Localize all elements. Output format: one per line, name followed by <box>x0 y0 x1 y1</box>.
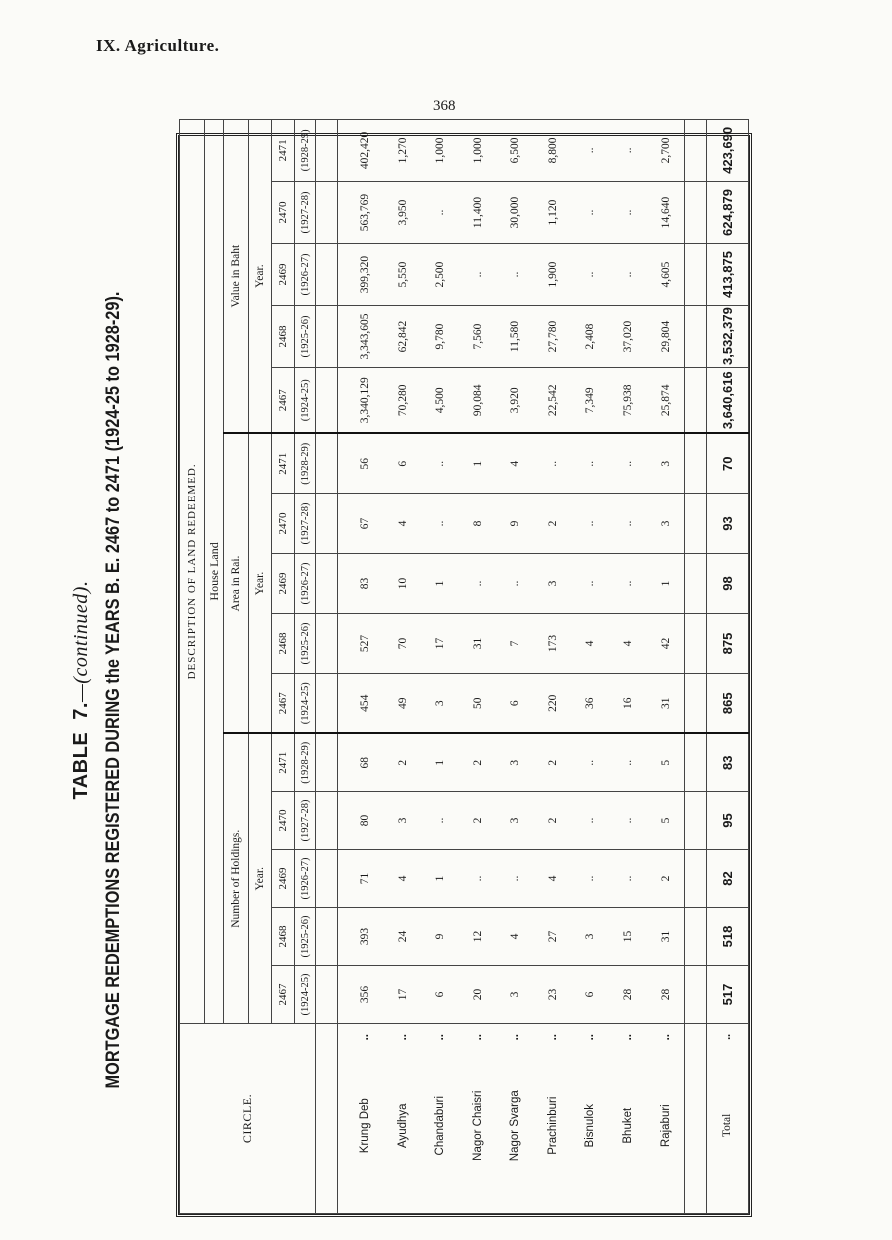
spacer-cell <box>685 119 707 181</box>
holdings-year-header: Year. <box>249 734 272 1024</box>
area-cell: 4 <box>497 434 535 494</box>
circle-name-text: Total <box>721 1113 734 1138</box>
leader-dots: .. <box>434 1034 447 1041</box>
value-year-2: 2469 <box>272 244 295 306</box>
value-cell: 3,340,129 <box>337 368 384 434</box>
value-cell: 399,320 <box>337 244 384 306</box>
area-cell: .. <box>609 494 647 554</box>
section-title: IX. Agriculture. <box>96 36 220 55</box>
area-period-0: (1924-25) <box>295 674 316 734</box>
value-cell: .. <box>497 244 535 306</box>
value-cell: 1,000 <box>459 119 497 181</box>
circle-name-text: Rajaburi <box>659 1104 672 1148</box>
holdings-cell: 71 <box>337 850 384 908</box>
holdings-cell: .. <box>609 850 647 908</box>
value-cell: .. <box>609 244 647 306</box>
value-cell: 1,000 <box>422 119 460 181</box>
value-cell: 2,700 <box>647 119 685 181</box>
circle-name-text: Nagor Chaisri <box>471 1090 484 1161</box>
value-cell: 413,875 <box>706 244 748 306</box>
holdings-header: Number of Holdings. <box>224 734 249 1024</box>
page-number: 368 <box>433 98 456 114</box>
circle-name-text: Bisnulok <box>584 1103 597 1148</box>
value-period-3: (1927-28) <box>295 182 316 244</box>
holdings-cell: 95 <box>706 792 748 850</box>
table-row <box>384 119 422 1213</box>
area-cell: .. <box>609 554 647 614</box>
table-subtitle: MORTGAGE REDEMPTIONS REGISTERED DURING the YEARS B. E. 2467 to 2471 (1924-25 to 1928-29). <box>103 291 124 1089</box>
value-cell: 6,500 <box>497 119 535 181</box>
spacer-cell <box>685 908 707 966</box>
value-cell: 563,769 <box>337 182 384 244</box>
spacer-row <box>685 119 707 1213</box>
spacer-cell <box>316 554 338 614</box>
holdings-cell: 2 <box>459 792 497 850</box>
table-row <box>609 119 647 1213</box>
area-cell: 17 <box>422 614 460 674</box>
area-cell: 1 <box>422 554 460 614</box>
holdings-period-0: (1924-25) <box>295 966 316 1024</box>
area-year-1: 2468 <box>272 614 295 674</box>
holdings-cell: 28 <box>609 966 647 1024</box>
spacer-cell <box>685 1024 707 1214</box>
spacer-cell <box>316 1024 338 1214</box>
holdings-cell: 3 <box>572 908 610 966</box>
holdings-cell: .. <box>609 792 647 850</box>
circle-name-text: Chandaburi <box>434 1095 447 1156</box>
area-cell: 2 <box>534 494 572 554</box>
value-cell: 4,500 <box>422 368 460 434</box>
holdings-cell: 27 <box>534 908 572 966</box>
value-cell: 2,408 <box>572 306 610 368</box>
circle-header: CIRCLE. <box>180 1024 316 1214</box>
spacer-cell <box>316 119 338 181</box>
area-cell: 4 <box>384 494 422 554</box>
holdings-cell: .. <box>572 792 610 850</box>
holdings-year-0: 2467 <box>272 966 295 1024</box>
holdings-year-3: 2470 <box>272 792 295 850</box>
holdings-cell: 15 <box>609 908 647 966</box>
table-row <box>497 119 535 1213</box>
table-heading <box>70 140 125 1240</box>
area-cell: .. <box>422 434 460 494</box>
area-cell: 3 <box>422 674 460 734</box>
area-year-header: Year. <box>249 434 272 734</box>
holdings-cell: 17 <box>384 966 422 1024</box>
value-year-0: 2467 <box>272 368 295 434</box>
holdings-cell: 31 <box>647 908 685 966</box>
total-row <box>706 119 748 1213</box>
spacer-cell <box>685 734 707 792</box>
holdings-cell: .. <box>422 792 460 850</box>
area-period-2: (1926-27) <box>295 554 316 614</box>
area-cell: 3 <box>534 554 572 614</box>
area-cell: 50 <box>459 674 497 734</box>
holdings-cell: 68 <box>337 734 384 792</box>
area-cell: 9 <box>497 494 535 554</box>
holdings-year-2: 2469 <box>272 850 295 908</box>
holdings-year-4: 2471 <box>272 734 295 792</box>
value-cell: .. <box>422 182 460 244</box>
table-row <box>459 119 497 1213</box>
holdings-cell: .. <box>572 850 610 908</box>
leader-dots: .. <box>358 1034 371 1041</box>
area-cell: 36 <box>572 674 610 734</box>
holdings-cell: 2 <box>459 734 497 792</box>
area-cell: 93 <box>706 494 748 554</box>
value-header: Value in Baht <box>224 119 249 433</box>
holdings-cell: 9 <box>422 908 460 966</box>
holdings-cell: 517 <box>706 966 748 1024</box>
leader-dots: .. <box>471 1034 484 1041</box>
mortgage-table <box>179 119 749 1214</box>
holdings-cell: 23 <box>534 966 572 1024</box>
area-cell: 865 <box>706 674 748 734</box>
value-period-2: (1926-27) <box>295 244 316 306</box>
value-cell: 624,879 <box>706 182 748 244</box>
table-number: 7. <box>70 702 92 720</box>
holdings-cell: 80 <box>337 792 384 850</box>
area-cell: .. <box>422 494 460 554</box>
spacer-cell <box>316 614 338 674</box>
holdings-cell: 28 <box>647 966 685 1024</box>
value-cell: .. <box>609 182 647 244</box>
spacer-cell <box>685 850 707 908</box>
area-period-3: (1927-28) <box>295 494 316 554</box>
area-cell: 70 <box>384 614 422 674</box>
circle-name-text: Bhuket <box>621 1107 634 1144</box>
value-period-4: (1928-29) <box>295 119 316 181</box>
holdings-cell: 3 <box>497 792 535 850</box>
area-cell: .. <box>459 554 497 614</box>
area-cell: 67 <box>337 494 384 554</box>
area-cell: 1 <box>647 554 685 614</box>
spacer-cell <box>316 792 338 850</box>
value-cell: 1,270 <box>384 119 422 181</box>
holdings-cell: 3 <box>497 966 535 1024</box>
area-cell: .. <box>572 494 610 554</box>
holdings-cell: 20 <box>459 966 497 1024</box>
holdings-year-1: 2468 <box>272 908 295 966</box>
holdings-cell: 24 <box>384 908 422 966</box>
value-cell: 29,804 <box>647 306 685 368</box>
holdings-period-3: (1927-28) <box>295 792 316 850</box>
spacer-cell <box>685 792 707 850</box>
area-cell: 49 <box>384 674 422 734</box>
value-cell: 37,020 <box>609 306 647 368</box>
spacer-cell <box>316 966 338 1024</box>
spacer-row <box>316 119 338 1213</box>
area-cell: .. <box>609 434 647 494</box>
leader-dots: .. <box>584 1034 597 1041</box>
holdings-cell: 2 <box>534 792 572 850</box>
area-cell: 10 <box>384 554 422 614</box>
holdings-cell: 6 <box>422 966 460 1024</box>
value-cell: 9,780 <box>422 306 460 368</box>
value-cell: 423,690 <box>706 119 748 181</box>
area-cell: 31 <box>647 674 685 734</box>
leader-dots: .. <box>509 1034 522 1041</box>
area-cell: 173 <box>534 614 572 674</box>
holdings-cell: .. <box>572 734 610 792</box>
value-cell: 1,120 <box>534 182 572 244</box>
holdings-cell: 4 <box>497 908 535 966</box>
table-row <box>572 119 610 1213</box>
holdings-cell: 2 <box>384 734 422 792</box>
area-cell: .. <box>534 434 572 494</box>
area-header: Area in Rai. <box>224 434 249 734</box>
value-cell: 14,640 <box>647 182 685 244</box>
value-year-3: 2470 <box>272 182 295 244</box>
area-cell: 3 <box>647 494 685 554</box>
spacer-cell <box>685 434 707 494</box>
area-year-2: 2469 <box>272 554 295 614</box>
holdings-cell: 4 <box>384 850 422 908</box>
area-year-0: 2467 <box>272 674 295 734</box>
circle-name <box>337 1024 384 1214</box>
area-cell: 875 <box>706 614 748 674</box>
spacer-cell <box>685 182 707 244</box>
value-cell: 62,842 <box>384 306 422 368</box>
holdings-cell: 6 <box>572 966 610 1024</box>
value-cell: 7,349 <box>572 368 610 434</box>
value-period-0: (1924-25) <box>295 368 316 434</box>
holdings-cell: .. <box>609 734 647 792</box>
holdings-cell: 5 <box>647 734 685 792</box>
area-cell: .. <box>572 434 610 494</box>
house-land-header: House Land <box>205 119 224 1023</box>
spacer-cell <box>316 368 338 434</box>
area-cell: 7 <box>497 614 535 674</box>
leader-dots: .. <box>546 1034 559 1041</box>
spacer-cell <box>685 966 707 1024</box>
circle-name <box>422 1024 460 1214</box>
holdings-period-2: (1926-27) <box>295 850 316 908</box>
area-year-3: 2470 <box>272 494 295 554</box>
table-row <box>422 119 460 1213</box>
holdings-cell: 1 <box>422 734 460 792</box>
spacer-cell <box>316 674 338 734</box>
spacer-cell <box>316 306 338 368</box>
value-year-4: 2471 <box>272 119 295 181</box>
value-cell: 1,900 <box>534 244 572 306</box>
spacer-cell <box>316 494 338 554</box>
holdings-cell: 518 <box>706 908 748 966</box>
holdings-cell: 1 <box>422 850 460 908</box>
spacer-cell <box>685 306 707 368</box>
value-cell: 402,420 <box>337 119 384 181</box>
circle-name-text: Ayudhya <box>396 1103 409 1148</box>
value-cell: 11,580 <box>497 306 535 368</box>
value-period-1: (1925-26) <box>295 306 316 368</box>
area-cell: 56 <box>337 434 384 494</box>
holdings-cell: .. <box>459 850 497 908</box>
table-title <box>70 140 93 1240</box>
area-year-4: 2471 <box>272 434 295 494</box>
holdings-cell: 12 <box>459 908 497 966</box>
total-label <box>706 1024 748 1214</box>
area-cell: 6 <box>384 434 422 494</box>
circle-name <box>384 1024 422 1214</box>
value-cell: 90,084 <box>459 368 497 434</box>
value-cell: 4,605 <box>647 244 685 306</box>
holdings-cell: 393 <box>337 908 384 966</box>
value-cell: 3,532,379 <box>706 306 748 368</box>
value-cell: 27,780 <box>534 306 572 368</box>
holdings-cell: 82 <box>706 850 748 908</box>
value-cell: .. <box>572 119 610 181</box>
area-cell: 4 <box>572 614 610 674</box>
value-year-header: Year. <box>249 119 272 433</box>
spacer-cell <box>685 494 707 554</box>
area-period-4: (1928-29) <box>295 434 316 494</box>
value-cell: .. <box>459 244 497 306</box>
value-cell: 7,560 <box>459 306 497 368</box>
area-cell: 220 <box>534 674 572 734</box>
holdings-cell: 3 <box>384 792 422 850</box>
area-cell: 4 <box>609 614 647 674</box>
leader-dots: .. <box>396 1034 409 1041</box>
area-cell: 16 <box>609 674 647 734</box>
holdings-cell: 356 <box>337 966 384 1024</box>
holdings-cell: .. <box>497 850 535 908</box>
spacer-cell <box>316 434 338 494</box>
circle-name <box>572 1024 610 1214</box>
area-cell: .. <box>572 554 610 614</box>
value-cell: .. <box>609 119 647 181</box>
value-cell: 5,550 <box>384 244 422 306</box>
circle-name <box>609 1024 647 1214</box>
area-cell: 83 <box>337 554 384 614</box>
holdings-period-1: (1925-26) <box>295 908 316 966</box>
area-cell: 8 <box>459 494 497 554</box>
holdings-cell: 83 <box>706 734 748 792</box>
holdings-cell: 2 <box>534 734 572 792</box>
value-cell: .. <box>572 244 610 306</box>
value-cell: 3,343,605 <box>337 306 384 368</box>
spacer-cell <box>316 734 338 792</box>
area-cell: 1 <box>459 434 497 494</box>
spacer-cell <box>316 908 338 966</box>
value-cell: 3,640,616 <box>706 368 748 434</box>
area-cell: .. <box>497 554 535 614</box>
table-row <box>647 119 685 1213</box>
value-cell: 8,800 <box>534 119 572 181</box>
table-continued: —(continued). <box>70 580 92 702</box>
circle-name-text: Krung Deb <box>358 1098 371 1154</box>
holdings-cell: 3 <box>497 734 535 792</box>
table-row <box>534 119 572 1213</box>
leader-dots: .. <box>621 1034 634 1041</box>
value-cell: 3,920 <box>497 368 535 434</box>
circle-name-text: Nagor Svarga <box>509 1090 522 1162</box>
area-cell: 42 <box>647 614 685 674</box>
leader-dots: .. <box>659 1034 672 1041</box>
value-cell: 25,874 <box>647 368 685 434</box>
area-cell: 70 <box>706 434 748 494</box>
area-cell: 6 <box>497 674 535 734</box>
description-header: DESCRIPTION OF LAND REDEEMED. <box>180 119 205 1023</box>
area-cell: 98 <box>706 554 748 614</box>
area-period-1: (1925-26) <box>295 614 316 674</box>
holdings-cell: 5 <box>647 792 685 850</box>
table-row <box>337 119 384 1213</box>
spacer-cell <box>316 182 338 244</box>
circle-name <box>497 1024 535 1214</box>
spacer-cell <box>685 674 707 734</box>
leader-dots: .. <box>721 1034 734 1040</box>
value-cell: 2,500 <box>422 244 460 306</box>
mortgage-table-frame <box>176 126 752 1217</box>
spacer-cell <box>685 244 707 306</box>
value-year-1: 2468 <box>272 306 295 368</box>
value-cell: 11,400 <box>459 182 497 244</box>
spacer-cell <box>685 614 707 674</box>
holdings-cell: 4 <box>534 850 572 908</box>
circle-name <box>459 1024 497 1214</box>
area-cell: 3 <box>647 434 685 494</box>
value-cell: 22,542 <box>534 368 572 434</box>
circle-name <box>647 1024 685 1214</box>
circle-name-text: Prachinburi <box>546 1096 559 1155</box>
circle-name <box>534 1024 572 1214</box>
spacer-cell <box>316 244 338 306</box>
area-cell: 454 <box>337 674 384 734</box>
holdings-period-4: (1928-29) <box>295 734 316 792</box>
spacer-cell <box>316 850 338 908</box>
value-cell: .. <box>572 182 610 244</box>
value-cell: 75,938 <box>609 368 647 434</box>
spacer-cell <box>685 554 707 614</box>
value-cell: 70,280 <box>384 368 422 434</box>
value-cell: 30,000 <box>497 182 535 244</box>
area-cell: 527 <box>337 614 384 674</box>
value-cell: 3,950 <box>384 182 422 244</box>
table-title-label: TABLE <box>70 731 92 800</box>
spacer-cell <box>685 368 707 434</box>
area-cell: 31 <box>459 614 497 674</box>
holdings-cell: 2 <box>647 850 685 908</box>
